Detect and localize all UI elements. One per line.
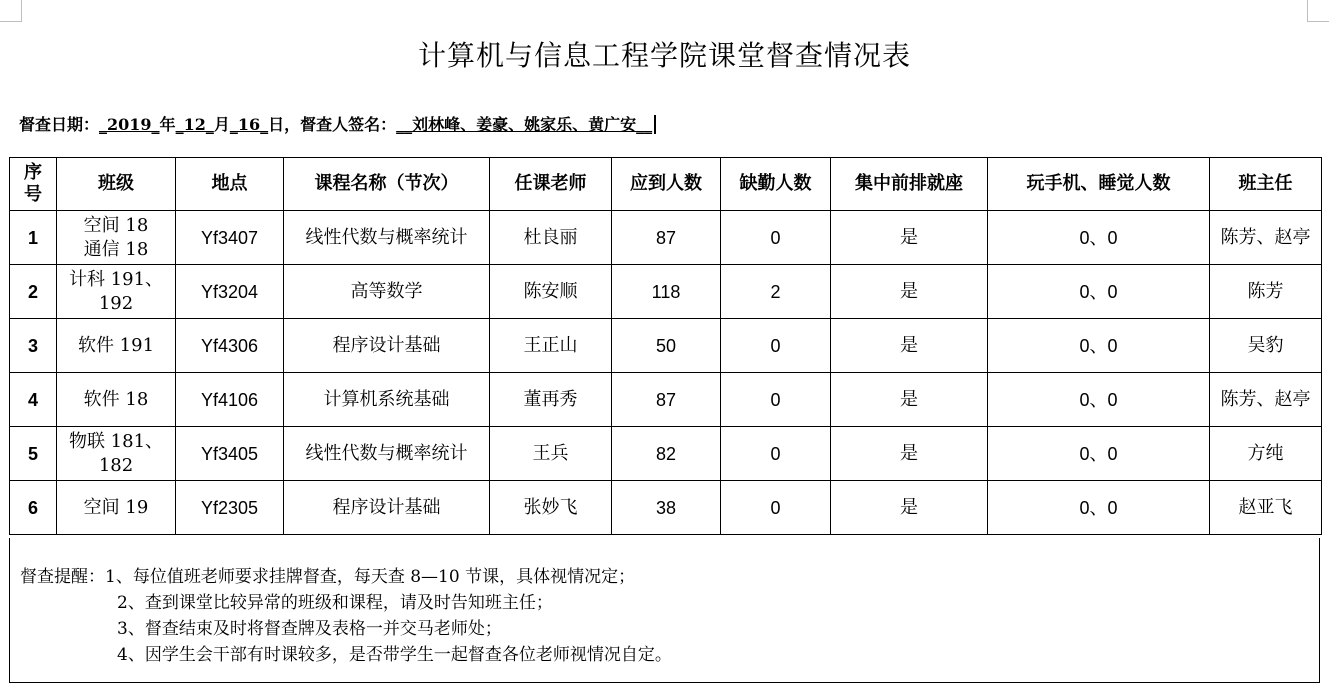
- cell-head-teacher: 陈芳、赵亭: [1210, 373, 1322, 427]
- cell-class: 空间 19: [57, 481, 176, 535]
- cell-no: 6: [10, 481, 57, 535]
- table-row: [10, 211, 1322, 265]
- cell-absent: 0: [721, 319, 831, 373]
- cell-location: Yf4106: [176, 373, 284, 427]
- cell-expected: 38: [612, 481, 721, 535]
- cell-head-teacher: 吴豹: [1210, 319, 1322, 373]
- cell-location: Yf2305: [176, 481, 284, 535]
- cell-teacher: 王兵: [490, 427, 612, 481]
- cell-no: 4: [10, 373, 57, 427]
- reminder-line-1: [20, 562, 635, 587]
- cell-front-row: 是: [831, 373, 988, 427]
- cell-phone-sleep: 0、0: [988, 319, 1210, 373]
- cell-course: 高等数学: [284, 265, 490, 319]
- cell-course: 线性代数与概率统计: [284, 211, 490, 265]
- signer-names[interactable]: __刘林峰、姜豪、姚家乐、黄广安__: [396, 115, 653, 134]
- inspection-table: [9, 157, 1322, 535]
- header-absent: 缺勤人数: [721, 158, 831, 211]
- cell-front-row: 是: [831, 211, 988, 265]
- table-row: [10, 481, 1322, 535]
- cell-front-row: 是: [831, 319, 988, 373]
- header-expected: 应到人数: [612, 158, 721, 211]
- cell-front-row: 是: [831, 481, 988, 535]
- date-day-unit: 日，: [268, 115, 301, 134]
- header-class: 班级: [57, 158, 176, 211]
- cell-phone-sleep: 0、0: [988, 265, 1210, 319]
- cell-teacher: 董再秀: [490, 373, 612, 427]
- header-location: 地点: [176, 158, 284, 211]
- cell-expected: 87: [612, 211, 721, 265]
- cell-phone-sleep: 0、0: [988, 427, 1210, 481]
- header-head-teacher: 班主任: [1210, 158, 1322, 211]
- cell-expected: 118: [612, 265, 721, 319]
- cell-course: 计算机系统基础: [284, 373, 490, 427]
- cell-phone-sleep: 0、0: [988, 481, 1210, 535]
- text-cursor: [654, 115, 656, 134]
- cell-teacher: 王正山: [490, 319, 612, 373]
- page-corner-mark-right: [1307, 0, 1329, 22]
- reminder-item: 4、因学生会干部有时课较多，是否带学生一起督查各位老师视情况自定。: [117, 645, 672, 665]
- cell-head-teacher: 陈芳、赵亭: [1210, 211, 1322, 265]
- cell-head-teacher: 方纯: [1210, 427, 1322, 481]
- date-year-unit: 年: [159, 115, 176, 134]
- cell-course: 线性代数与概率统计: [284, 427, 490, 481]
- cell-no: 1: [10, 211, 57, 265]
- cell-no: 3: [10, 319, 57, 373]
- date-year: _2019_: [99, 115, 160, 134]
- cell-no: 2: [10, 265, 57, 319]
- cell-phone-sleep: 0、0: [988, 373, 1210, 427]
- cell-location: Yf3204: [176, 265, 284, 319]
- cell-absent: 0: [721, 427, 831, 481]
- cell-expected: 50: [612, 319, 721, 373]
- cell-absent: 0: [721, 211, 831, 265]
- cell-teacher: 杜良丽: [490, 211, 612, 265]
- page-corner-mark-left: [0, 0, 22, 22]
- cell-head-teacher: 赵亚飞: [1210, 481, 1322, 535]
- cell-teacher: 陈安顺: [490, 265, 612, 319]
- cell-absent: 0: [721, 481, 831, 535]
- cell-class: 物联 181、182: [57, 427, 176, 481]
- document-title: 计算机与信息工程学院课堂督查情况表: [417, 39, 911, 72]
- cell-course: 程序设计基础: [284, 319, 490, 373]
- date-month: _12_: [175, 115, 214, 134]
- cell-course: 程序设计基础: [284, 481, 490, 535]
- table-row: [10, 319, 1322, 373]
- header-no: 序号: [10, 158, 57, 211]
- table-header-row: [10, 158, 1322, 211]
- cell-no: 5: [10, 427, 57, 481]
- cell-class: 计科 191、192: [57, 265, 176, 319]
- date-day: _16_: [229, 115, 269, 134]
- reminder-item: 1、每位值班老师要求挂牌督查，每天查 8—10 节课，具体视情况定；: [105, 567, 636, 587]
- cell-phone-sleep: 0、0: [988, 211, 1210, 265]
- header-phone-sleep: 玩手机、睡觉人数: [988, 158, 1210, 211]
- cell-class: 软件 18: [57, 373, 176, 427]
- cell-head-teacher: 陈芳: [1210, 265, 1322, 319]
- date-label: 督查日期：: [19, 115, 100, 134]
- date-month-unit: 月: [213, 115, 230, 134]
- header-front-row: 集中前排就座: [831, 158, 988, 211]
- inspection-reminder-box: [9, 538, 1320, 683]
- table-row: [10, 265, 1322, 319]
- cell-expected: 87: [612, 373, 721, 427]
- reminder-label: 督查提醒：: [20, 567, 105, 587]
- cell-front-row: 是: [831, 427, 988, 481]
- cell-location: Yf3407: [176, 211, 284, 265]
- header-course: 课程名称（节次）: [284, 158, 490, 211]
- cell-absent: 2: [721, 265, 831, 319]
- cell-absent: 0: [721, 373, 831, 427]
- table-row: [10, 373, 1322, 427]
- cell-class: 软件 191: [57, 319, 176, 373]
- reminder-item: 3、督查结束及时将督查牌及表格一并交马老师处；: [117, 619, 502, 639]
- signer-label: 督查人签名：: [300, 115, 397, 134]
- reminder-item: 2、查到课堂比较异常的班级和课程，请及时告知班主任；: [117, 593, 553, 613]
- cell-class: 空间 18 通信 18: [57, 211, 176, 265]
- inspection-meta-line: [19, 112, 656, 135]
- cell-front-row: 是: [831, 265, 988, 319]
- table-row: [10, 427, 1322, 481]
- cell-location: Yf3405: [176, 427, 284, 481]
- header-teacher: 任课老师: [490, 158, 612, 211]
- cell-expected: 82: [612, 427, 721, 481]
- cell-location: Yf4306: [176, 319, 284, 373]
- cell-teacher: 张妙飞: [490, 481, 612, 535]
